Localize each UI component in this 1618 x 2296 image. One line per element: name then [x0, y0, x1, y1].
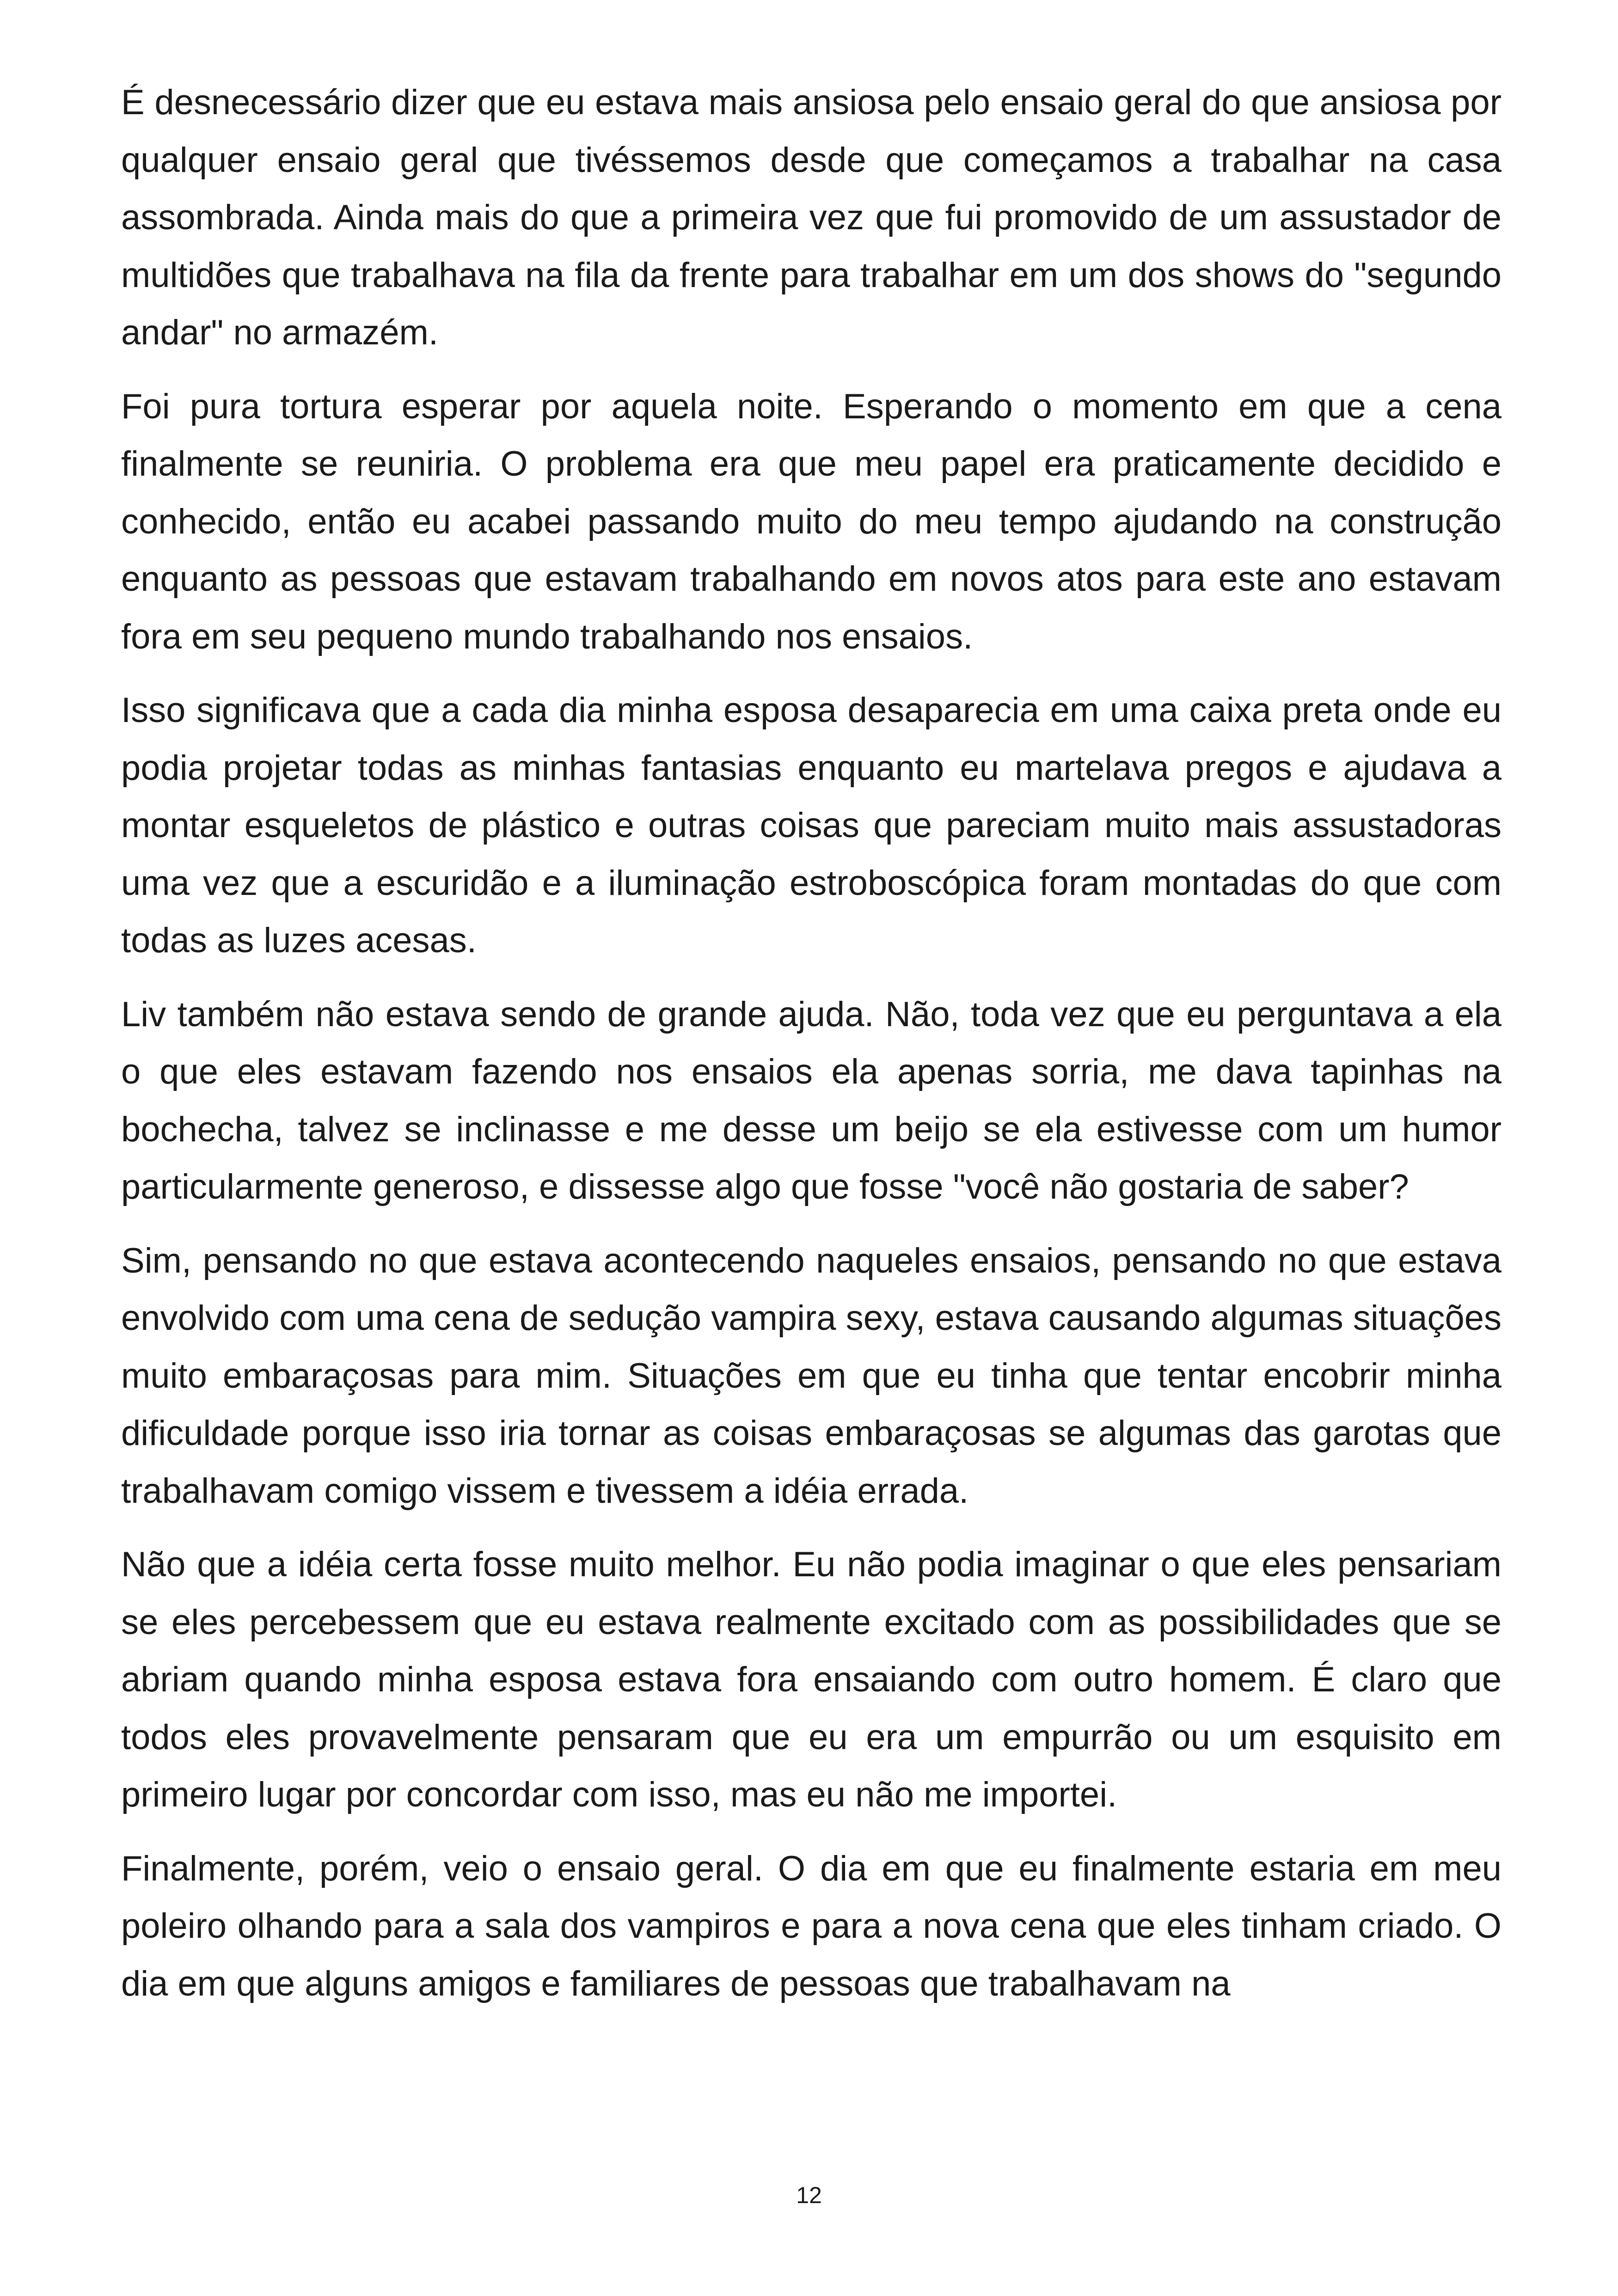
- paragraph-4: Liv também não estava sendo de grande ajuda. Não, toda vez que eu perguntava a ela o que eles estavam fazendo nos ensaios ela apenas sorria, me dava tapinhas na bochecha, talvez se inclinasse e me desse um beijo se ela estivesse com um humor particularmente generoso, e dissesse algo que fosse "você não gostaria de saber?: [121, 994, 1502, 1206]
- paragraph-5: Sim, pensando no que estava acontecendo naqueles ensaios, pensando no que estava envolvido com uma cena de sedução vampira sexy, estava causando algumas situações muito embaraçosas para mim. Situações em que eu tinha que tentar encobrir minha dificuldade porque isso iria tornar as coisas embaraçosas se algumas das garotas que trabalhavam comigo vissem e tivessem a idéia errada.: [121, 1241, 1502, 1511]
- paragraph-1: É desnecessário dizer que eu estava mais ansiosa pelo ensaio geral do que ansiosa por qualquer ensaio geral que tivéssemos desde que começamos a trabalhar na casa assombrada. Ainda mais do que a primeira vez que fui promovido de um assustador de multidões que trabalhava na fila da frente para trabalhar em um dos shows do "segundo andar" no armazém.: [121, 83, 1502, 352]
- paragraph-2: Foi pura tortura esperar por aquela noite. Esperando o momento em que a cena finalmente se reuniria. O problema era que meu papel era praticamente decidido e conhecido, então eu acabei passando muito do meu tempo ajudando na construção enquanto as pessoas que estavam trabalhando em novos atos para este ano estavam fora em seu pequeno mundo trabalhando nos ensaios.: [121, 386, 1502, 656]
- paragraph-3: Isso significava que a cada dia minha esposa desaparecia em uma caixa preta onde eu podia projetar todas as minhas fantasias enquanto eu martelava pregos e ajudava a montar esqueletos de plástico e outras coisas que pareciam muito mais assustadoras uma vez que a escuridão e a iluminação estroboscópica foram montadas do que com todas as luzes acesas.: [121, 691, 1502, 960]
- paragraph-6: Não que a idéia certa fosse muito melhor. Eu não podia imaginar o que eles pensariam se eles percebessem que eu estava realmente excitado com as possibilidades que se abriam quando minha esposa estava fora ensaiando com outro homem. É claro que todos eles provavelmente pensaram que eu era um empurrão ou um esquisito em primeiro lugar por concordar com isso, mas eu não me importei.: [121, 1545, 1502, 1814]
- page-number: 12: [796, 2182, 822, 2208]
- body-text: [121, 74, 1502, 2029]
- paragraph-7: Finalmente, porém, veio o ensaio geral. O dia em que eu finalmente estaria em meu poleiro olhando para a sala dos vampiros e para a nova cena que eles tinham criado. O dia em que alguns amigos e familiares de pessoas que trabalhavam na: [121, 1849, 1502, 2003]
